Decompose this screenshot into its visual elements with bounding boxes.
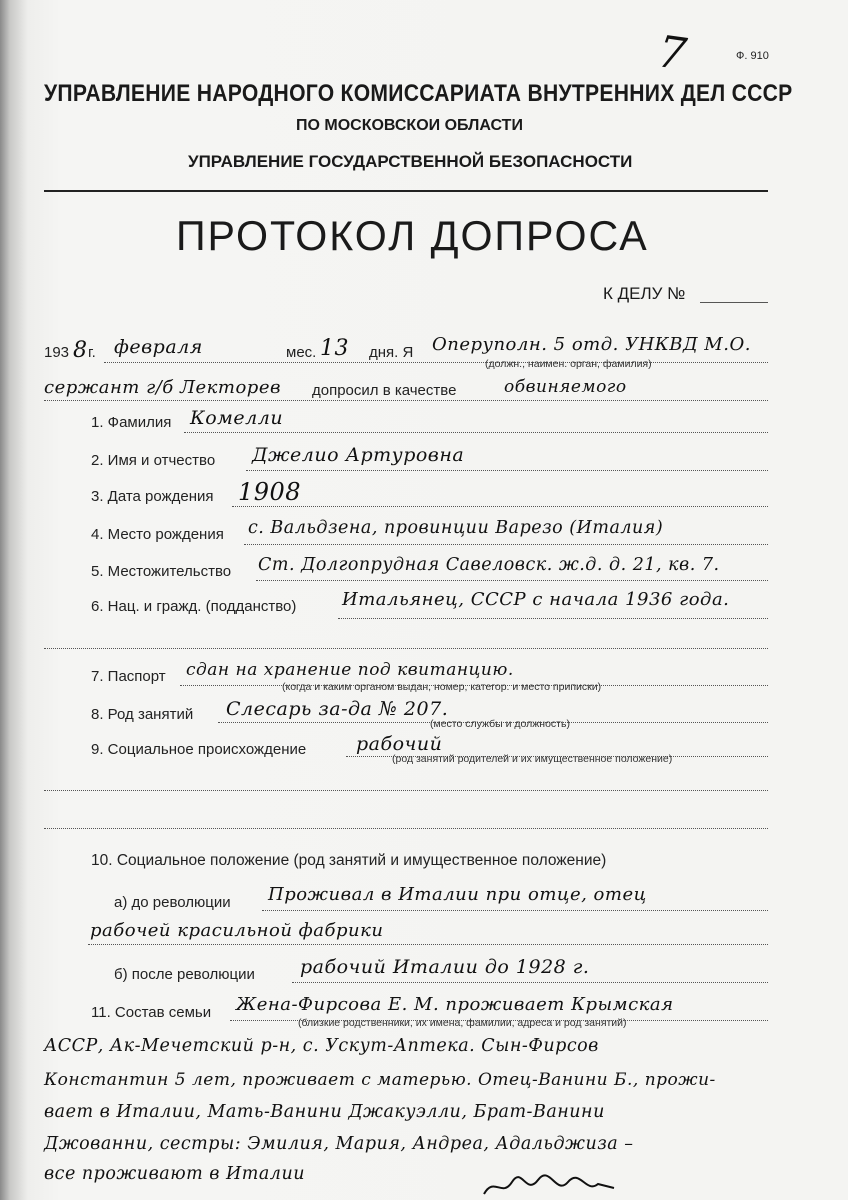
- field-2-line: [246, 470, 768, 471]
- field-3-line: [232, 506, 768, 507]
- intro-line-1: [104, 362, 768, 363]
- field-5-label: 5. Местожительство: [91, 563, 232, 580]
- field-9-caption: (род занятий родителей и их имущественное положение): [392, 753, 673, 765]
- header-divider: [44, 190, 768, 192]
- officer-value-1: Оперуполн. 5 отд. УНКВД М.О.: [432, 334, 751, 355]
- field-11-label: 11. Состав семьи: [91, 1004, 212, 1021]
- header-line-3: УПРАВЛЕНИЕ ГОСУДАРСТВЕННОЙ БЕЗОПАСНОСТИ: [188, 152, 633, 171]
- form-number: Ф. 910: [736, 50, 769, 62]
- field-11-caption: (близкие родственники, их имена, фамилии, адреса и род занятий): [298, 1017, 627, 1029]
- field-4-value: с. Вальдзена, провинции Варезо (Италия): [248, 518, 664, 538]
- field-10-label: 10. Социальное положение (род занятий и имущественное положение): [91, 852, 607, 869]
- day-value: 13: [320, 336, 349, 361]
- field-8-label: 8. Род занятий: [91, 706, 194, 723]
- field-10a-label: а) до революции: [114, 894, 231, 911]
- field-9-label: 9. Социальное происхождение: [91, 741, 307, 758]
- field-7-caption: (когда и каким органом выдан, номер, категор. и место приписки): [282, 681, 602, 693]
- field-11-value-2: АССР, Ак-Мечетский р-н, с. Ускут-Аптека. Сын-Фирсов: [44, 1036, 599, 1056]
- field-10a-line-1: [262, 910, 768, 911]
- day-label: дня. Я: [369, 344, 414, 361]
- field-4-label: 4. Место рождения: [91, 526, 224, 543]
- field-11-value-3: Константин 5 лет, проживает с матерью. Отец-Ванини Б., прожи-: [44, 1070, 716, 1090]
- field-2-value: Джелио Артуровна: [252, 444, 465, 466]
- field-6-line: [338, 618, 768, 619]
- field-8-value: Слесарь за-да № 207.: [226, 698, 449, 720]
- case-number-line: [700, 302, 768, 303]
- field-1-line: [184, 432, 768, 433]
- field-3-label: 3. Дата рождения: [91, 488, 214, 505]
- header-line-1: УПРАВЛЕНИЕ НАРОДНОГО КОМИССАРИАТА ВНУТРЕННИХ ДЕЛ СССР: [44, 80, 793, 107]
- field-7-label: 7. Паспорт: [91, 668, 166, 685]
- field-10b-line: [292, 982, 768, 983]
- field-9-value: рабочий: [356, 733, 443, 755]
- field-10a-value-1: Проживал в Италии при отце, отец: [268, 884, 647, 905]
- field-8-caption: (место службы и должность): [430, 718, 570, 730]
- header-line-2: ПО МОСКОВСКОИ ОБЛАСТИ: [296, 117, 523, 134]
- field-10b-label: б) после революции: [114, 966, 255, 983]
- year-prefix: 193: [44, 344, 70, 361]
- field-11-value-6: все проживают в Италии: [44, 1164, 305, 1184]
- field-9-extra-line-1: [44, 790, 768, 791]
- field-6-label: 6. Нац. и гражд. (подданство): [91, 598, 297, 615]
- case-number-label: К ДЕЛУ №: [603, 284, 686, 303]
- field-1-value: Комелли: [190, 407, 284, 429]
- field-7-value: сдан на хранение под квитанцию.: [186, 660, 514, 680]
- field-4-line: [244, 544, 768, 545]
- field-10a-line-2: [88, 944, 768, 945]
- field-6-value: Итальянец, СССР с начала 1936 года.: [342, 589, 730, 610]
- field-3-value: 1908: [238, 478, 302, 506]
- field-5-value: Ст. Долгопрудная Савеловск. ж.д. д. 21, кв. 7.: [258, 555, 720, 575]
- intro-line-2: [44, 400, 768, 401]
- field-6-extra-line: [44, 648, 768, 649]
- field-1-label: 1. Фамилия: [91, 414, 172, 431]
- field-9-extra-line-2: [44, 828, 768, 829]
- year-hand: 8: [73, 338, 88, 363]
- year-suffix: г.: [88, 344, 96, 361]
- field-10b-value: рабочий Италии до 1928 г.: [300, 956, 590, 978]
- questioned-value: обвиняемого: [504, 377, 627, 397]
- officer-caption: (должн., наимен. орган, фамилия): [485, 358, 652, 370]
- month-label: мес.: [286, 344, 317, 361]
- handwritten-mark: 7: [654, 26, 690, 81]
- field-5-line: [256, 580, 768, 581]
- questioned-label: допросил в качестве: [312, 382, 457, 399]
- month-value: февраля: [114, 336, 203, 358]
- field-11-value-4: вает в Италии, Мать-Ванини Джакуэлли, Брат-Ванини: [44, 1102, 605, 1122]
- field-10a-value-2: рабочей красильной фабрики: [90, 920, 384, 941]
- signature: [480, 1172, 620, 1200]
- field-11-value-1: Жена-Фирсова Е. М. проживает Крымская: [236, 994, 674, 1015]
- officer-value-2: сержант г/б Лекторев: [44, 377, 281, 398]
- field-11-value-5: Джованни, сестры: Эмилия, Мария, Андреа, Адальджиза –: [44, 1134, 634, 1154]
- field-2-label: 2. Имя и отчество: [91, 452, 216, 469]
- document-title: ПРОТОКОЛ ДОПРОСА: [176, 212, 649, 259]
